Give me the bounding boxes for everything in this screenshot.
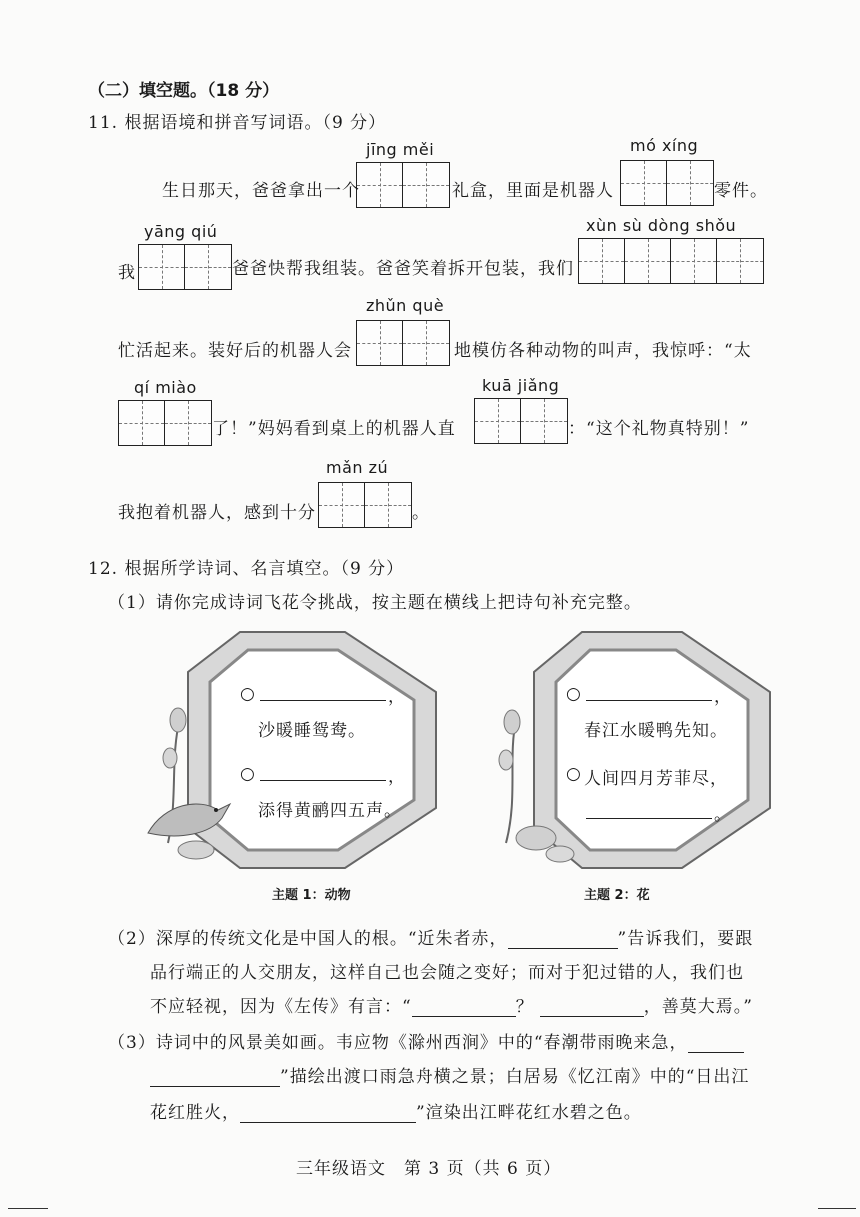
- frame1-blank-2[interactable]: [260, 762, 386, 781]
- frame2-circle: ○: [566, 684, 582, 704]
- question-11-title: 11. 根据语境和拼音写词语。（9 分）: [88, 113, 387, 133]
- flower-icon: [504, 710, 520, 734]
- section-heading: （二）填空题。（18 分）: [88, 81, 280, 101]
- q11-text: 零件。: [714, 181, 768, 201]
- answer-grid-yangqiu[interactable]: [138, 244, 232, 290]
- q11-text: 生日那天，爸爸拿出一个: [162, 181, 360, 201]
- q12-sub3-blank-2[interactable]: [240, 1104, 416, 1123]
- q12-sub2-text: ？: [515, 997, 534, 1017]
- pinyin-moxing: mó xíng: [630, 136, 699, 155]
- q12-sub2-blank-3[interactable]: [540, 998, 644, 1017]
- q12-sub3-line1: [108, 1028, 744, 1053]
- poem-frame-animals: [140, 628, 440, 873]
- frame1-blank-1[interactable]: [260, 682, 386, 701]
- answer-grid-moxing[interactable]: [620, 160, 714, 206]
- frame2-circle: ○: [566, 764, 582, 784]
- pinyin-zhunque: zhǔn què: [366, 296, 445, 315]
- frame1-line4: 添得黄鹂四五声。: [258, 801, 402, 821]
- frame2-line2: 春江水暖鸭先知。: [584, 721, 728, 741]
- q11-text: 礼盒，里面是机器人: [452, 181, 614, 201]
- frame2-caption: 主题 2：花: [584, 888, 650, 903]
- q12-sub3-line3: [150, 1098, 642, 1123]
- q12-sub3-blank-1b[interactable]: [150, 1068, 280, 1087]
- q11-text: 我抱着机器人，感到十分: [118, 503, 316, 523]
- poem-frame-flowers: [486, 628, 776, 873]
- q12-sub2-line1: [108, 924, 753, 949]
- q12-sub2-line2: 品行端正的人交朋友，这样自己也会随之变好；而对于犯过错的人，我们也: [150, 963, 744, 983]
- q12-sub2-blank-1[interactable]: [508, 930, 618, 949]
- frame2-line3: 人间四月芳菲尽，: [584, 769, 728, 789]
- q12-sub2-text: ”告诉我们，要跟: [617, 929, 754, 949]
- q11-text: 忙活起来。装好后的机器人会: [118, 341, 352, 361]
- answer-grid-qimiao[interactable]: [118, 400, 212, 446]
- q12-sub3-text: （3）诗词中的风景美如画。韦应物《滁州西涧》中的“春潮带雨晚来急，: [108, 1033, 688, 1053]
- q12-sub3-blank-1a[interactable]: [688, 1034, 744, 1053]
- q11-text: 地模仿各种动物的叫声，我惊呼：“太: [454, 341, 752, 361]
- q12-sub2-text: ，善莫大焉。”: [643, 997, 753, 1017]
- q12-sub2-line3: [150, 992, 753, 1017]
- answer-grid-xunsudongshou[interactable]: [578, 238, 764, 284]
- q12-sub3-text: ”描绘出渡口雨急舟横之景；白居易《忆江南》中的“日出江: [280, 1067, 750, 1087]
- frame1-circle: ○: [240, 684, 256, 704]
- q12-sub1: （1）请你完成诗词飞花令挑战，按主题在横线上把诗句补充完整。: [108, 593, 642, 613]
- q12-sub2-text: （2）深厚的传统文化是中国人的根。“近朱者赤，: [108, 929, 508, 949]
- answer-grid-jingmei[interactable]: [356, 162, 450, 208]
- scan-edge-mark: [8, 1208, 48, 1209]
- q11-text: 我: [118, 263, 136, 283]
- q12-sub3-line2: [150, 1062, 749, 1087]
- period: 。: [714, 805, 732, 825]
- frame2-blank-2[interactable]: [586, 800, 712, 819]
- comma: ，: [714, 687, 732, 707]
- pinyin-xunsu-dongshou: xùn sù dòng shǒu: [586, 216, 737, 235]
- pinyin-manzu: mǎn zú: [326, 458, 389, 477]
- q11-text: 。: [412, 503, 430, 523]
- q12-sub2-text: 不应轻视，因为《左传》有言：“: [150, 997, 412, 1017]
- q12-sub2-blank-2[interactable]: [412, 998, 516, 1017]
- q12-sub3-text: 花红胜火，: [150, 1103, 240, 1123]
- answer-grid-kuajiang[interactable]: [474, 398, 568, 444]
- answer-grid-manzu[interactable]: [318, 482, 412, 528]
- comma: ，: [388, 687, 406, 707]
- frame1-caption: 主题 1：动物: [272, 888, 351, 903]
- q11-text: 了！”妈妈看到桌上的机器人直: [212, 419, 456, 439]
- q11-text: ：“这个礼物真特别！”: [568, 419, 750, 439]
- q12-sub3-text: ”渲染出江畔花红水碧之色。: [416, 1103, 642, 1123]
- frame1-circle: ○: [240, 764, 256, 784]
- frame1-line2: 沙暖睡鸳鸯。: [258, 721, 366, 741]
- pinyin-jingmei: jīng měi: [366, 140, 435, 159]
- pinyin-kuajiang: kuā jiǎng: [482, 376, 560, 395]
- frame2-blank-1[interactable]: [586, 682, 712, 701]
- answer-grid-zhunque[interactable]: [356, 320, 450, 366]
- pinyin-qimiao: qí miào: [134, 378, 197, 397]
- q11-text: 爸爸快帮我组装。爸爸笑着拆开包装，我们: [232, 259, 574, 279]
- comma: ，: [388, 767, 406, 787]
- question-12-title: 12. 根据所学诗词、名言填空。（9 分）: [88, 559, 405, 579]
- branch-icon: [506, 720, 516, 843]
- scan-edge-mark: [818, 1208, 856, 1209]
- pinyin-yangqiu: yāng qiú: [144, 222, 218, 241]
- page-footer: 三年级语文 第 3 页（共 6 页）: [296, 1159, 562, 1179]
